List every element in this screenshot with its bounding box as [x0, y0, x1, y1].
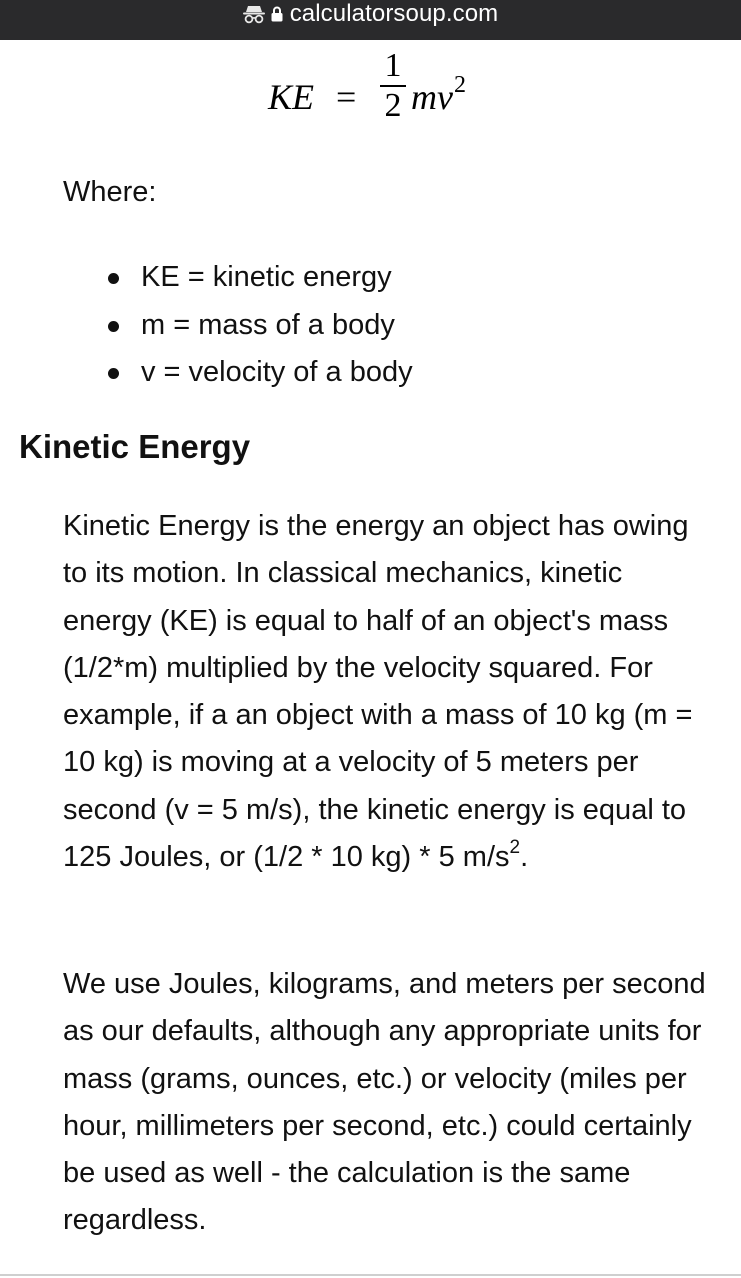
formula-numerator: 1 [384, 47, 402, 84]
bottom-divider [0, 1274, 741, 1276]
variable-m: m = mass of a body [141, 308, 395, 341]
formula-rhs [411, 72, 466, 118]
formula-lhs: KE [268, 77, 315, 117]
where-label: Where: [63, 176, 157, 208]
formula-rhs-base: mv [411, 77, 453, 117]
bullet-icon [108, 321, 119, 332]
formula-exponent: 2 [453, 72, 466, 98]
paragraph-1-suffix: . [520, 841, 529, 874]
bullet-icon [108, 368, 119, 379]
formula-denominator: 2 [384, 87, 402, 124]
list-item [108, 349, 413, 397]
description-paragraph-1 [63, 503, 713, 881]
list-item [108, 302, 413, 350]
formula-fraction [380, 48, 406, 124]
variable-ke: KE = kinetic energy [141, 261, 392, 293]
description-paragraph-2: We use Joules, kilograms, and meters per second as our defaults, although any appropriate units for mass (grams, ounces, etc.) or velocity (miles per hour, millimeters per second, etc.) could certainly be used as well - the calculation is the same regardless. [63, 968, 706, 1237]
incognito-icon [243, 4, 265, 24]
url-display[interactable] [243, 1, 499, 27]
paragraph-1-superscript: 2 [509, 837, 521, 859]
variable-list [108, 254, 413, 397]
section-heading: Kinetic Energy [19, 428, 251, 465]
list-item [108, 254, 413, 302]
formula-equals: = [336, 77, 357, 117]
paragraph-1-text: Kinetic Energy is the energy an object has owing to its motion. In classical mechanics, kinetic energy (KE) is equal to half of an object's mass (1/2*m) multiplied by the velocity squared. For example, if a an object with a mass of 10 kg (m = 10 kg) is moving at a velocity of 5 meters per second (v = 5 m/s), the kinetic energy is equal to 125 Joules, or (1/2 * 10 kg) * 5 m/s [63, 510, 693, 874]
variable-v: v = velocity of a body [141, 356, 413, 388]
bullet-icon [108, 273, 119, 284]
url-text: calculatorsoup.com [289, 0, 499, 27]
browser-address-bar[interactable] [0, 0, 741, 40]
lock-icon [271, 6, 283, 22]
